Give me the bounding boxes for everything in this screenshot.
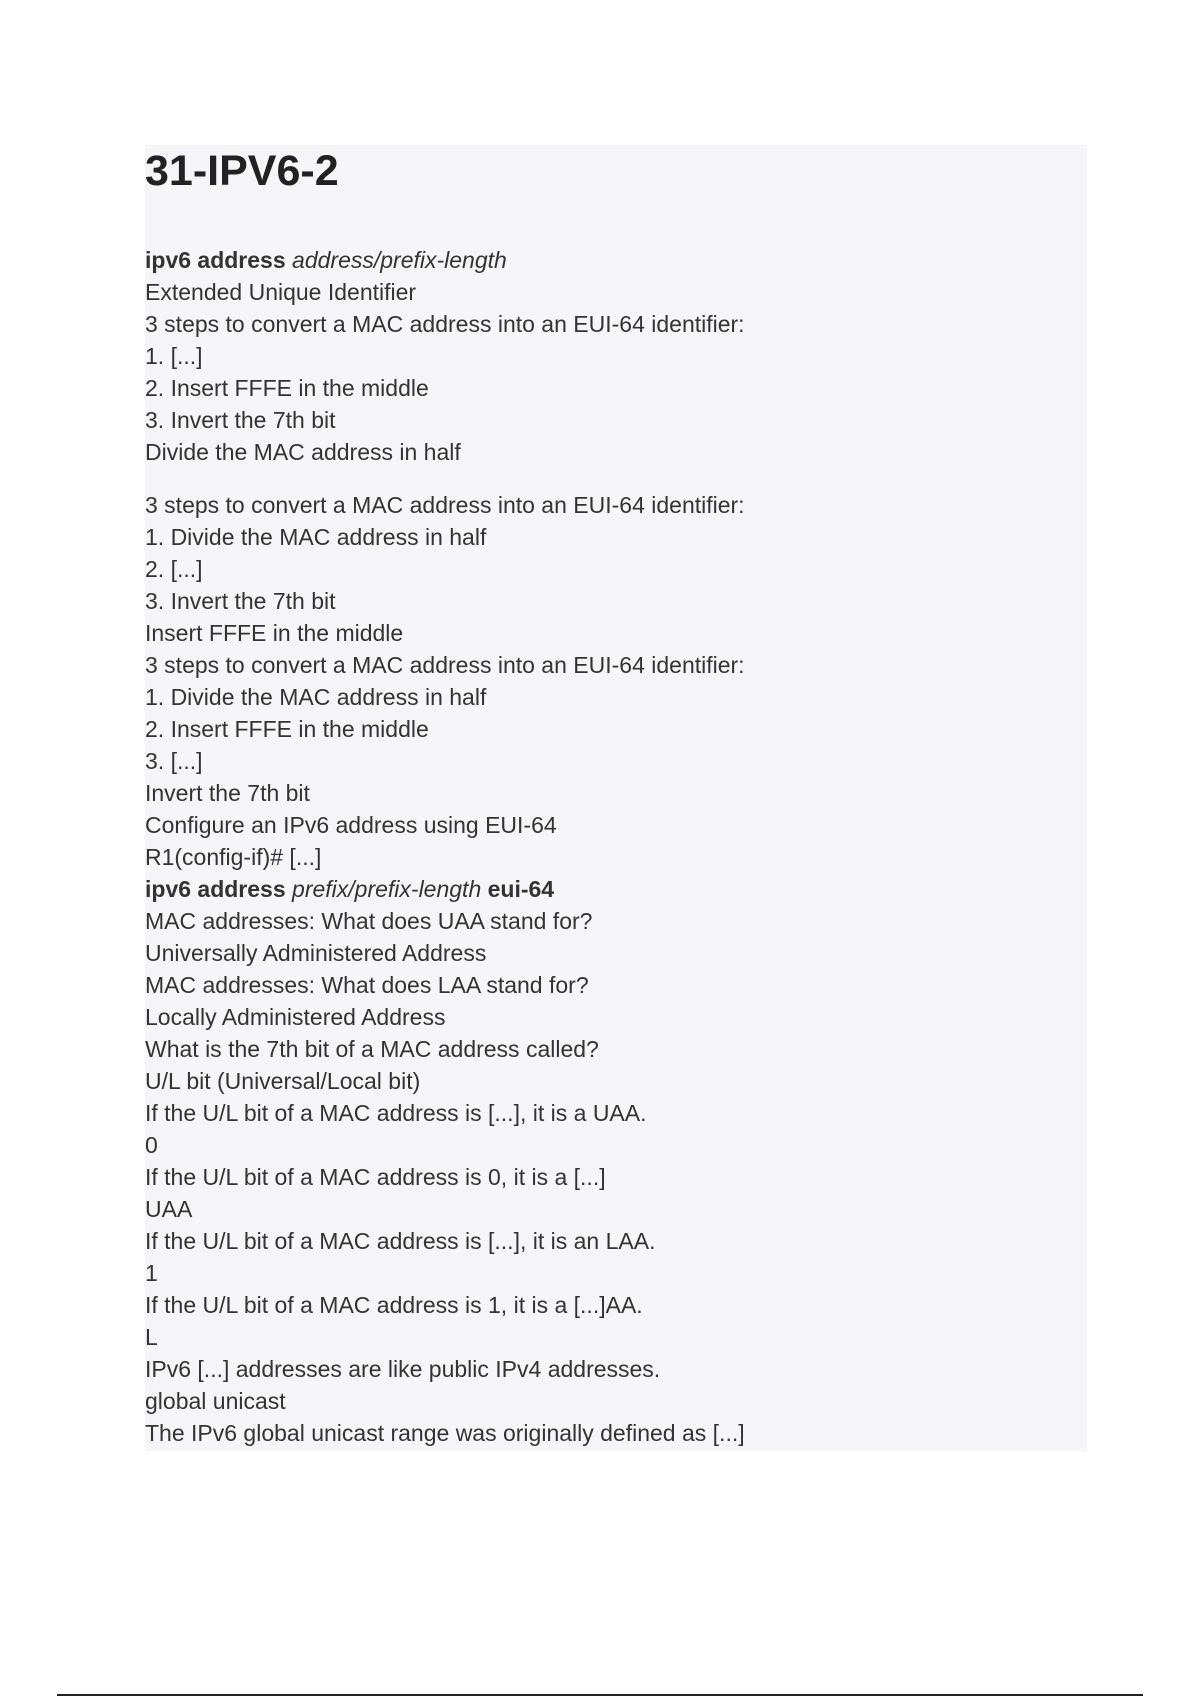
card-text <box>145 244 1045 1449</box>
text-line: 3 steps to convert a MAC address into an EUI-64 identifier: <box>145 311 745 337</box>
text-line: U/L bit (Universal/Local bit) <box>145 1068 421 1094</box>
text-line: 2. Insert FFFE in the middle <box>145 375 429 401</box>
text-line: L <box>145 1324 158 1350</box>
text-line: Extended Unique Identifier <box>145 279 417 305</box>
page-title: 31-IPV6-2 <box>145 147 339 195</box>
text-line: If the U/L bit of a MAC address is 1, it is a [...]AA. <box>145 1292 643 1318</box>
text-line: 0 <box>145 1132 158 1158</box>
text-line: Divide the MAC address in half <box>145 439 461 465</box>
text-line: Insert FFFE in the middle <box>145 620 404 646</box>
text-line: Invert the 7th bit <box>145 780 310 806</box>
command-argument: address/prefix-length <box>292 247 507 273</box>
text-line: The IPv6 global unicast range was originally defined as [...] <box>145 1420 745 1446</box>
text-line: 3. Invert the 7th bit <box>145 588 336 614</box>
text-line: If the U/L bit of a MAC address is 0, it is a [...] <box>145 1164 606 1190</box>
text-line: Configure an IPv6 address using EUI-64 <box>145 812 557 838</box>
text-line: MAC addresses: What does LAA stand for? <box>145 972 589 998</box>
text-line: IPv6 [...] addresses are like public IPv4 addresses. <box>145 1356 661 1382</box>
text-line: 1. Divide the MAC address in half <box>145 524 487 550</box>
command-line <box>145 873 1045 905</box>
text-line: 3. Invert the 7th bit <box>145 407 336 433</box>
text-line: Locally Administered Address <box>145 1004 446 1030</box>
text-line: 3 steps to convert a MAC address into an EUI-64 identifier: <box>145 652 745 678</box>
command-line <box>145 244 1045 276</box>
text-line: If the U/L bit of a MAC address is [...], it is a UAA. <box>145 1100 647 1126</box>
text-line: 1. Divide the MAC address in half <box>145 684 487 710</box>
text-line: 1. [...] <box>145 343 203 369</box>
text-line: 1 <box>145 1260 158 1286</box>
text-line: 3. [...] <box>145 748 203 774</box>
text-line: 2. [...] <box>145 556 203 582</box>
text-line: MAC addresses: What does UAA stand for? <box>145 908 593 934</box>
command-argument: prefix/prefix-length <box>292 876 482 902</box>
command-suffix: eui-64 <box>487 876 555 902</box>
text-line: R1(config-if)# [...] <box>145 844 322 870</box>
text-line: What is the 7th bit of a MAC address called? <box>145 1036 599 1062</box>
text-line: UAA <box>145 1196 193 1222</box>
text-line: 3 steps to convert a MAC address into an EUI-64 identifier: <box>145 492 745 518</box>
footer-rule <box>57 1694 1143 1696</box>
text-line: 2. Insert FFFE in the middle <box>145 716 429 742</box>
command-keyword: ipv6 address <box>145 876 286 902</box>
text-line: global unicast <box>145 1388 286 1414</box>
text-line: If the U/L bit of a MAC address is [...], it is an LAA. <box>145 1228 656 1254</box>
command-keyword: ipv6 address <box>145 247 286 273</box>
text-line: Universally Administered Address <box>145 940 487 966</box>
